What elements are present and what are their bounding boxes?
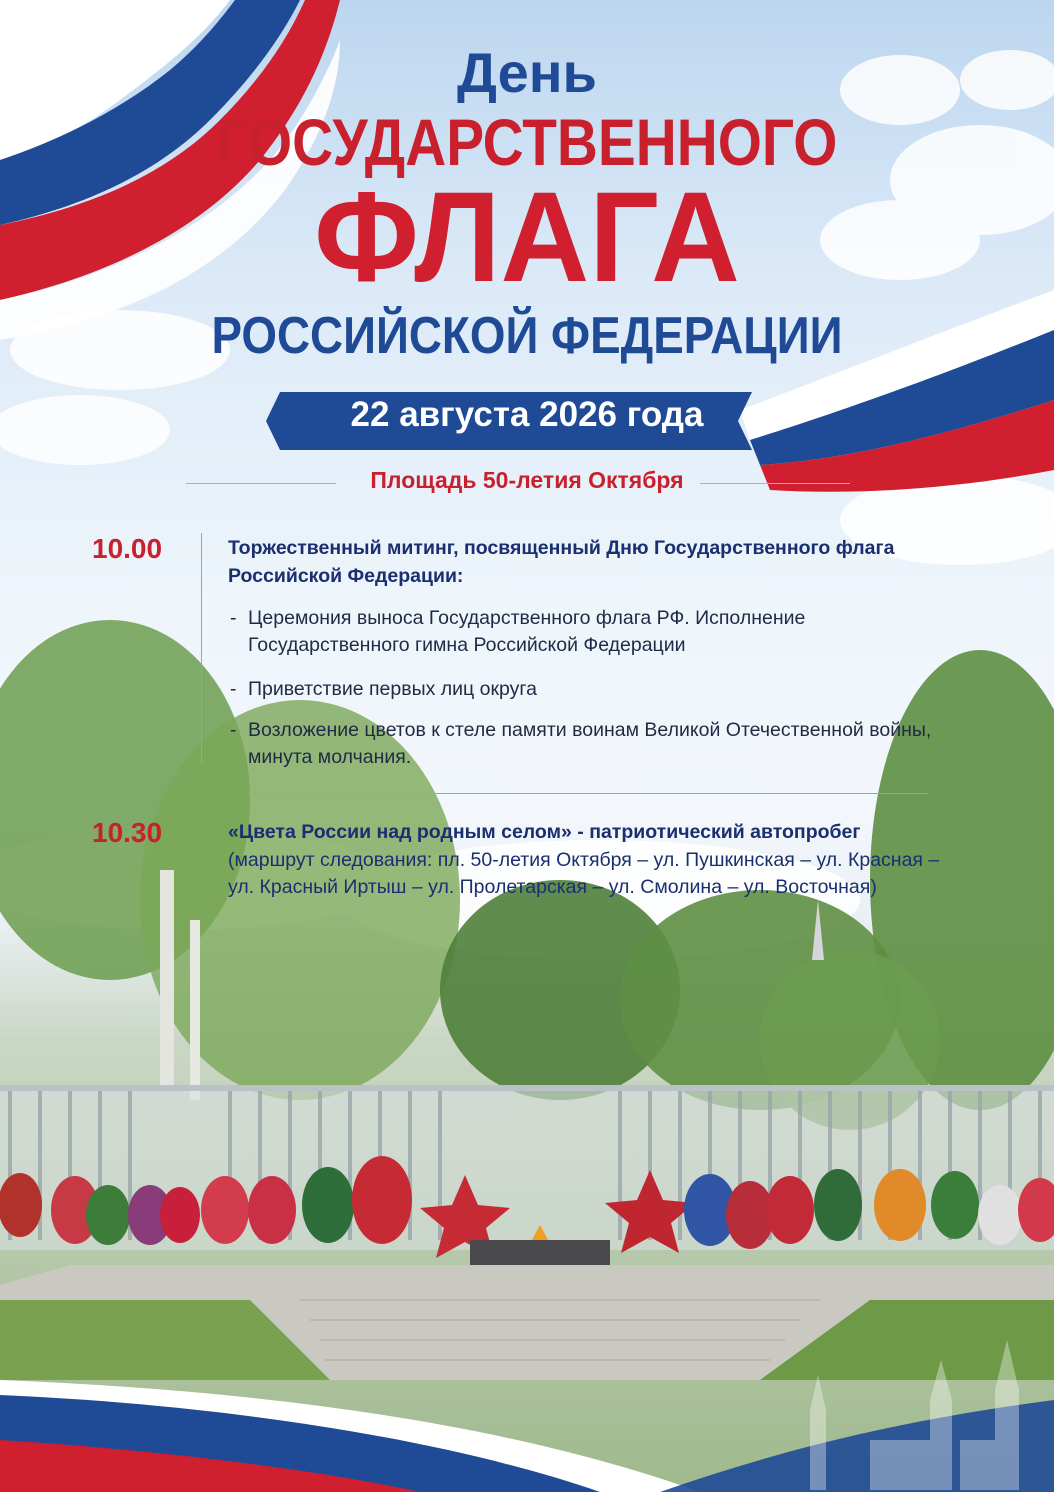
title-line-4: РОССИЙСКОЙ ФЕДЕРАЦИИ <box>211 307 843 365</box>
event-time: 10.30 <box>92 817 163 848</box>
dash-bullet: - <box>230 607 237 629</box>
list-item-text: Церемония выноса Государственного флага РФ. Исполнение Государственного гимна Российской Федерации <box>248 607 806 656</box>
event-route: (маршрут следования: пл. 50-летия Октября – ул. Пушкинская – ул. Красная – ул. Красный Иртыш – ул. Пролетарская – ул. Смолина – ул. Восточная) <box>228 849 940 898</box>
list-item <box>230 605 940 659</box>
list-item <box>230 717 940 771</box>
title-line-3: ФЛАГА <box>314 166 740 309</box>
title-line-2: ГОСУДАРСТВЕННОГО <box>216 105 838 179</box>
event-title: Торжественный митинг, посвященный Дню Государственного флага Российской Федерации: <box>228 537 895 587</box>
dash-bullet: - <box>230 719 237 741</box>
schedule-divider-vertical <box>201 533 202 763</box>
list-item-text: Возложение цветов к стеле памяти воинам Великой Отечественной войны, минута молчания. <box>248 719 932 768</box>
list-item <box>230 676 940 703</box>
dash-bullet: - <box>230 678 237 700</box>
title-line-1: День <box>457 41 597 104</box>
event-place: Площадь 50-летия Октября <box>370 467 684 493</box>
event-time: 10.00 <box>92 533 163 564</box>
event-date: 22 августа 2026 года <box>350 395 704 434</box>
paving <box>0 1265 1054 1380</box>
event-title: «Цвета России над родным селом» - патриотический автопробег <box>228 821 861 843</box>
list-item-text: Приветствие первых лиц округа <box>248 678 537 700</box>
schedule-divider-horizontal <box>248 793 928 794</box>
